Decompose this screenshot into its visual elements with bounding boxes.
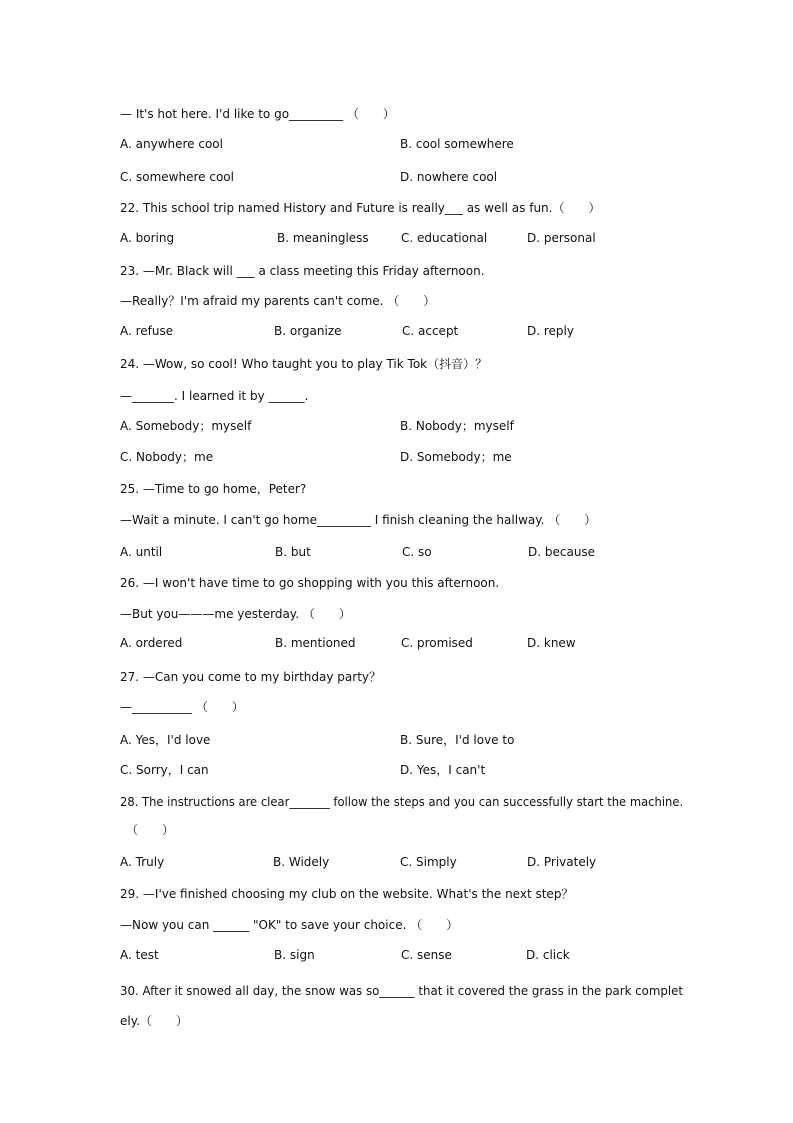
option-24-d: D. Somebody；me — [400, 450, 512, 464]
option-23-c: C. accept — [402, 324, 459, 338]
question-30-continued: ely.（ ） — [120, 1014, 188, 1028]
option-28-c: C. Simply — [400, 855, 457, 869]
question-29-reply: —Now you can ______ "OK" to save your choice. （ ） — [120, 918, 459, 932]
question-22-stem: 22. This school trip named History and Future is really___ as well as fun.（ ） — [120, 201, 601, 215]
option-26-a: A. ordered — [120, 636, 183, 650]
question-24-reply: —_______. I learned it by ______. — [120, 389, 309, 403]
question-27-reply: —__________ （ ） — [120, 700, 244, 714]
option-22-a: A. boring — [120, 231, 175, 245]
option-27-a: A. Yes，I'd love — [120, 733, 211, 747]
option-26-b: B. mentioned — [275, 636, 356, 650]
option-25-a: A. until — [120, 545, 163, 559]
option-27-c: C. Sorry，I can — [120, 763, 209, 777]
question-27-stem: 27. —Can you come to my birthday party？ — [120, 670, 382, 684]
question-23-stem: 23. —Mr. Black will ___ a class meeting this Friday afternoon. — [120, 264, 485, 278]
question-26-stem: 26. —I won't have time to go shopping with you this afternoon. — [120, 576, 500, 590]
option-28-d: D. Privately — [527, 855, 597, 869]
option-28-a: A. Truly — [120, 855, 165, 869]
option-23-d: D. reply — [527, 324, 574, 338]
option-21-b: B. cool somewhere — [400, 137, 514, 151]
question-30-stem: 30. After it snowed all day, the snow was so______ that it covered the grass in the park complet — [120, 984, 683, 998]
option-21-d: D. nowhere cool — [400, 170, 498, 184]
option-28-b: B. Widely — [273, 855, 330, 869]
question-28-stem: 28. The instructions are clear_______ follow the steps and you can successfully start the machine. — [120, 795, 684, 809]
option-26-d: D. knew — [527, 636, 576, 650]
option-24-c: C. Nobody；me — [120, 450, 214, 464]
option-21-a: A. anywhere cool — [120, 137, 223, 151]
question-21-stem: — It's hot here. I'd like to go_________ （ ） — [120, 107, 395, 121]
option-29-b: B. sign — [274, 948, 315, 962]
option-23-a: A. refuse — [120, 324, 174, 338]
question-25-reply: —Wait a minute. I can't go home_________ I finish cleaning the hallway. （ ） — [120, 513, 597, 527]
question-29-stem: 29. —I've finished choosing my club on the website. What's the next step？ — [120, 887, 574, 901]
option-25-b: B. but — [275, 545, 311, 559]
option-29-c: C. sense — [401, 948, 452, 962]
question-26-reply: —But you———me yesterday. （ ） — [120, 607, 351, 621]
option-23-b: B. organize — [274, 324, 342, 338]
question-25-stem: 25. —Time to go home，Peter? — [120, 482, 307, 496]
option-21-c: C. somewhere cool — [120, 170, 234, 184]
option-25-d: D. because — [528, 545, 596, 559]
question-28-paren: （ ） — [126, 823, 175, 837]
option-29-d: D. click — [526, 948, 570, 962]
option-26-c: C. promised — [401, 636, 473, 650]
option-27-b: B. Sure，I'd love to — [400, 733, 515, 747]
option-24-a: A. Somebody；myself — [120, 419, 252, 433]
question-23-reply: —Really？I'm afraid my parents can't come. （ ） — [120, 294, 436, 308]
option-22-c: C. educational — [401, 231, 488, 245]
question-24-stem: 24. —Wow, so cool! Who taught you to play Tik Tok（抖音）？ — [120, 357, 488, 371]
option-22-d: D. personal — [527, 231, 596, 245]
option-29-a: A. test — [120, 948, 159, 962]
option-24-b: B. Nobody；myself — [400, 419, 514, 433]
option-27-d: D. Yes，I can't — [400, 763, 486, 777]
option-25-c: C. so — [402, 545, 432, 559]
option-22-b: B. meaningless — [277, 231, 369, 245]
